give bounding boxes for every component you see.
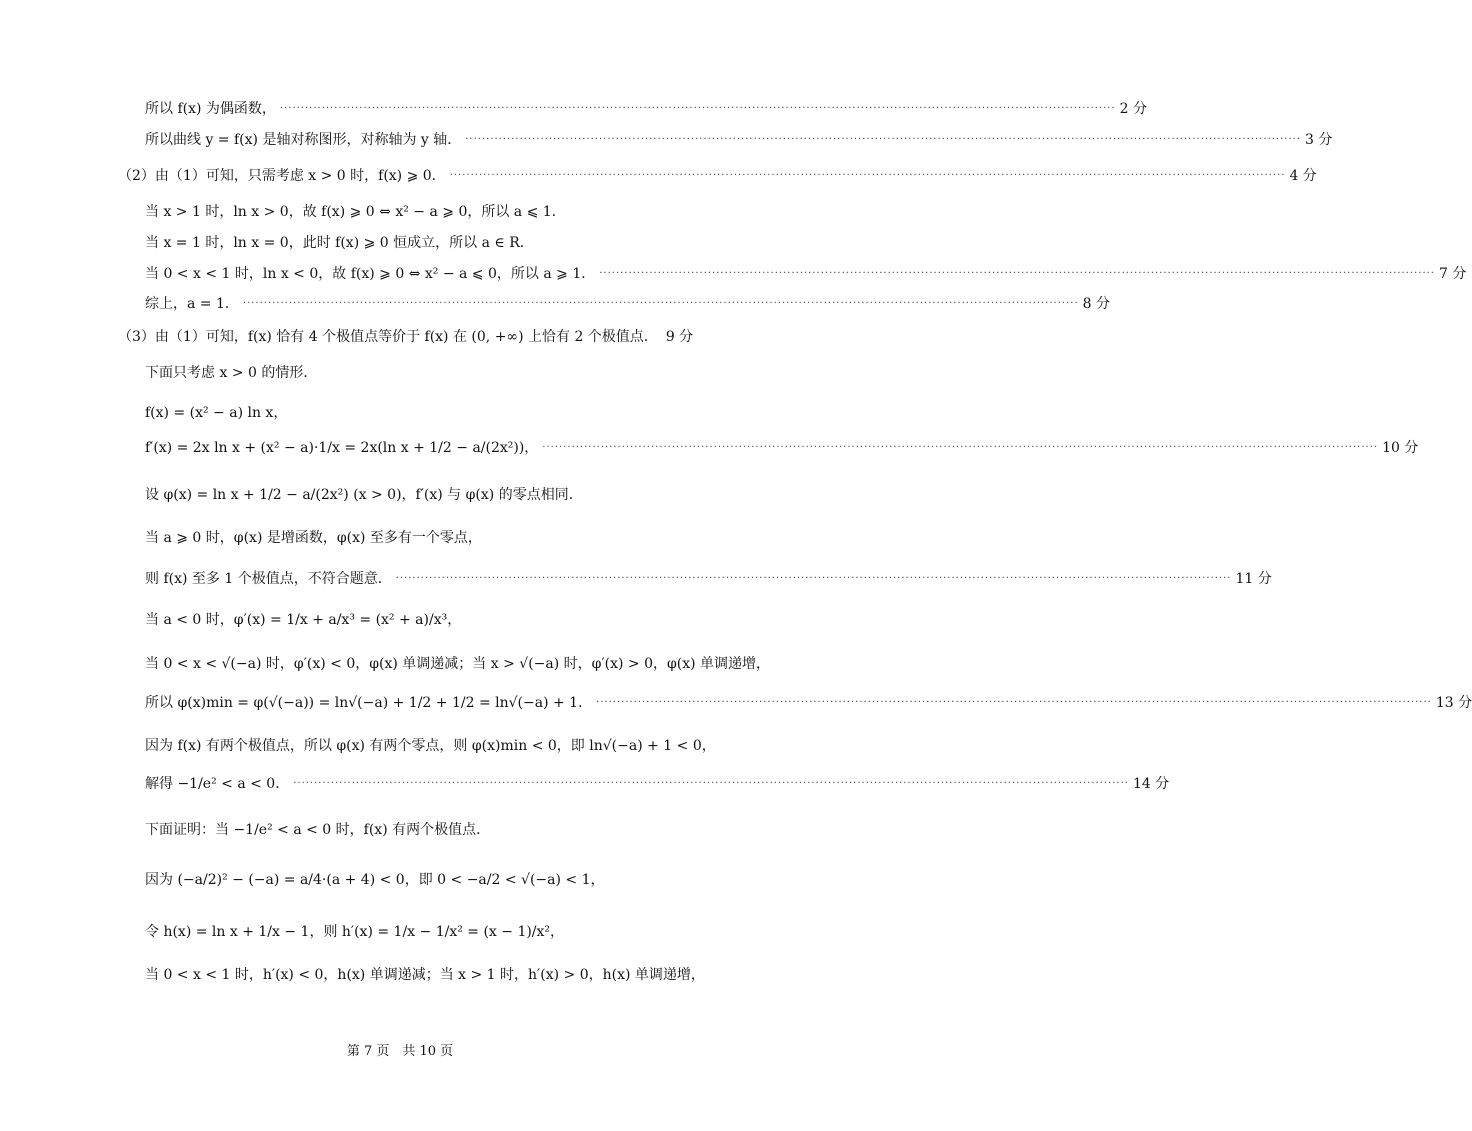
- solution-line: [0, 476, 800, 512]
- line-text: 令 h(x) = ln x + 1/x − 1，则 h′(x) = 1/x − 1/x² = (x − 1)/x²，: [145, 924, 565, 940]
- score-label: 13 分: [1435, 695, 1472, 711]
- leader-dots: ········································································································································································································: [542, 441, 1379, 453]
- line-text: 当 a < 0 时，φ′(x) = 1/x + a/x³ = (x² + a)/x³，: [145, 612, 462, 628]
- score-label: 11 分: [1235, 571, 1272, 587]
- line-text: 因为 (−a/2)² − (−a) = a/4·(a + 4) < 0，即 0 < −a/2 < √(−a) < 1，: [145, 872, 605, 888]
- line-text: 综上，a = 1．: [145, 296, 239, 312]
- solution-line: [0, 811, 800, 847]
- solution-line: [0, 956, 800, 992]
- leader-dots: ········································································································································································································: [242, 297, 1079, 309]
- solution-line: [0, 394, 800, 430]
- line-text: f′(x) = 2x ln x + (x² − a)·1/x = 2x(ln x + 1/2 − a/(2x²))，: [145, 440, 539, 456]
- line-text: 所以曲线 y = f(x) 是轴对称图形，对称轴为 y 轴．: [145, 132, 462, 148]
- leader-dots: ········································································································································································································: [596, 696, 1432, 708]
- score-label: 7 分: [1438, 266, 1467, 282]
- score-label: 9 分: [665, 329, 694, 345]
- score-label: 2 分: [1119, 101, 1148, 117]
- line-text: 当 x > 1 时，ln x > 0，故 f(x) ⩾ 0 ⇔ x² − a ⩾ 0，所以 a ⩽ 1．: [145, 204, 566, 220]
- solution-line: [0, 318, 800, 354]
- line-text: 当 a ⩾ 0 时，φ(x) 是增函数，φ(x) 至多有一个零点，: [145, 530, 482, 546]
- solution-line: [0, 765, 1170, 801]
- solution-line: [0, 519, 800, 555]
- line-text: 下面只考虑 x > 0 的情形．: [145, 365, 318, 381]
- solution-line: [0, 285, 1110, 321]
- leader-dots: ········································································································································································································: [293, 777, 1129, 789]
- solution-line: [0, 601, 800, 637]
- line-text: 解得 −1/e² < a < 0．: [145, 776, 290, 792]
- score-label: 4 分: [1289, 168, 1317, 184]
- line-text: 所以 f(x) 为偶函数，: [145, 101, 276, 117]
- solution-line: [0, 429, 1419, 465]
- score-label: 8 分: [1082, 296, 1110, 312]
- score-label: 3 分: [1305, 132, 1333, 148]
- page-footer: 第 7 页 共 10 页: [346, 1044, 454, 1059]
- solution-line: [0, 913, 800, 949]
- solution-line: [0, 645, 800, 681]
- line-text: f(x) = (x² − a) ln x，: [145, 405, 288, 421]
- line-text: （3）由（1）可知，f(x) 恰有 4 个极值点等价于 f(x) 在 (0, +∞) 上恰有 2 个极值点．: [118, 329, 658, 345]
- leader-dots: ········································································································································································································: [465, 133, 1301, 145]
- solution-line: [0, 121, 1333, 157]
- leader-dots: ········································································································································································································: [599, 267, 1435, 279]
- line-text: 当 x = 1 时，ln x = 0，此时 f(x) ⩾ 0 恒成立，所以 a ∈ R．: [145, 235, 534, 251]
- leader-dots: ········································································································································································································: [449, 169, 1286, 181]
- solution-line: [0, 560, 1272, 596]
- solution-line: [0, 354, 800, 390]
- solution-line: [0, 157, 1317, 193]
- solution-line: [0, 684, 1472, 720]
- solution-line: [0, 861, 800, 897]
- line-text: 当 0 < x < 1 时，ln x < 0，故 f(x) ⩾ 0 ⇔ x² − a ⩽ 0，所以 a ⩾ 1．: [145, 266, 596, 282]
- leader-dots: ········································································································································································································: [279, 102, 1116, 114]
- line-text: 当 0 < x < √(−a) 时，φ′(x) < 0，φ(x) 单调递减；当 x > √(−a) 时，φ′(x) > 0，φ(x) 单调递增，: [145, 656, 771, 672]
- line-text: （2）由（1）可知，只需考虑 x > 0 时，f(x) ⩾ 0．: [118, 168, 446, 184]
- score-label: 14 分: [1132, 776, 1170, 792]
- score-label: 10 分: [1382, 440, 1419, 456]
- solution-line: [0, 727, 800, 763]
- line-text: 当 0 < x < 1 时，h′(x) < 0，h(x) 单调递减；当 x > 1 时，h′(x) > 0，h(x) 单调递增，: [145, 967, 705, 983]
- line-text: 下面证明：当 −1/e² < a < 0 时，f(x) 有两个极值点．: [145, 822, 491, 838]
- line-text: 则 f(x) 至多 1 个极值点，不符合题意．: [145, 571, 392, 587]
- line-text: 设 φ(x) = ln x + 1/2 − a/(2x²) (x > 0)，f′(x) 与 φ(x) 的零点相同．: [145, 487, 583, 503]
- line-text: 因为 f(x) 有两个极值点，所以 φ(x) 有两个零点，则 φ(x)min < 0，即 ln√(−a) + 1 < 0，: [145, 738, 716, 754]
- leader-dots: ········································································································································································································: [395, 572, 1232, 584]
- line-text: 所以 φ(x)min = φ(√(−a)) = ln√(−a) + 1/2 + 1/2 = ln√(−a) + 1．: [145, 695, 593, 711]
